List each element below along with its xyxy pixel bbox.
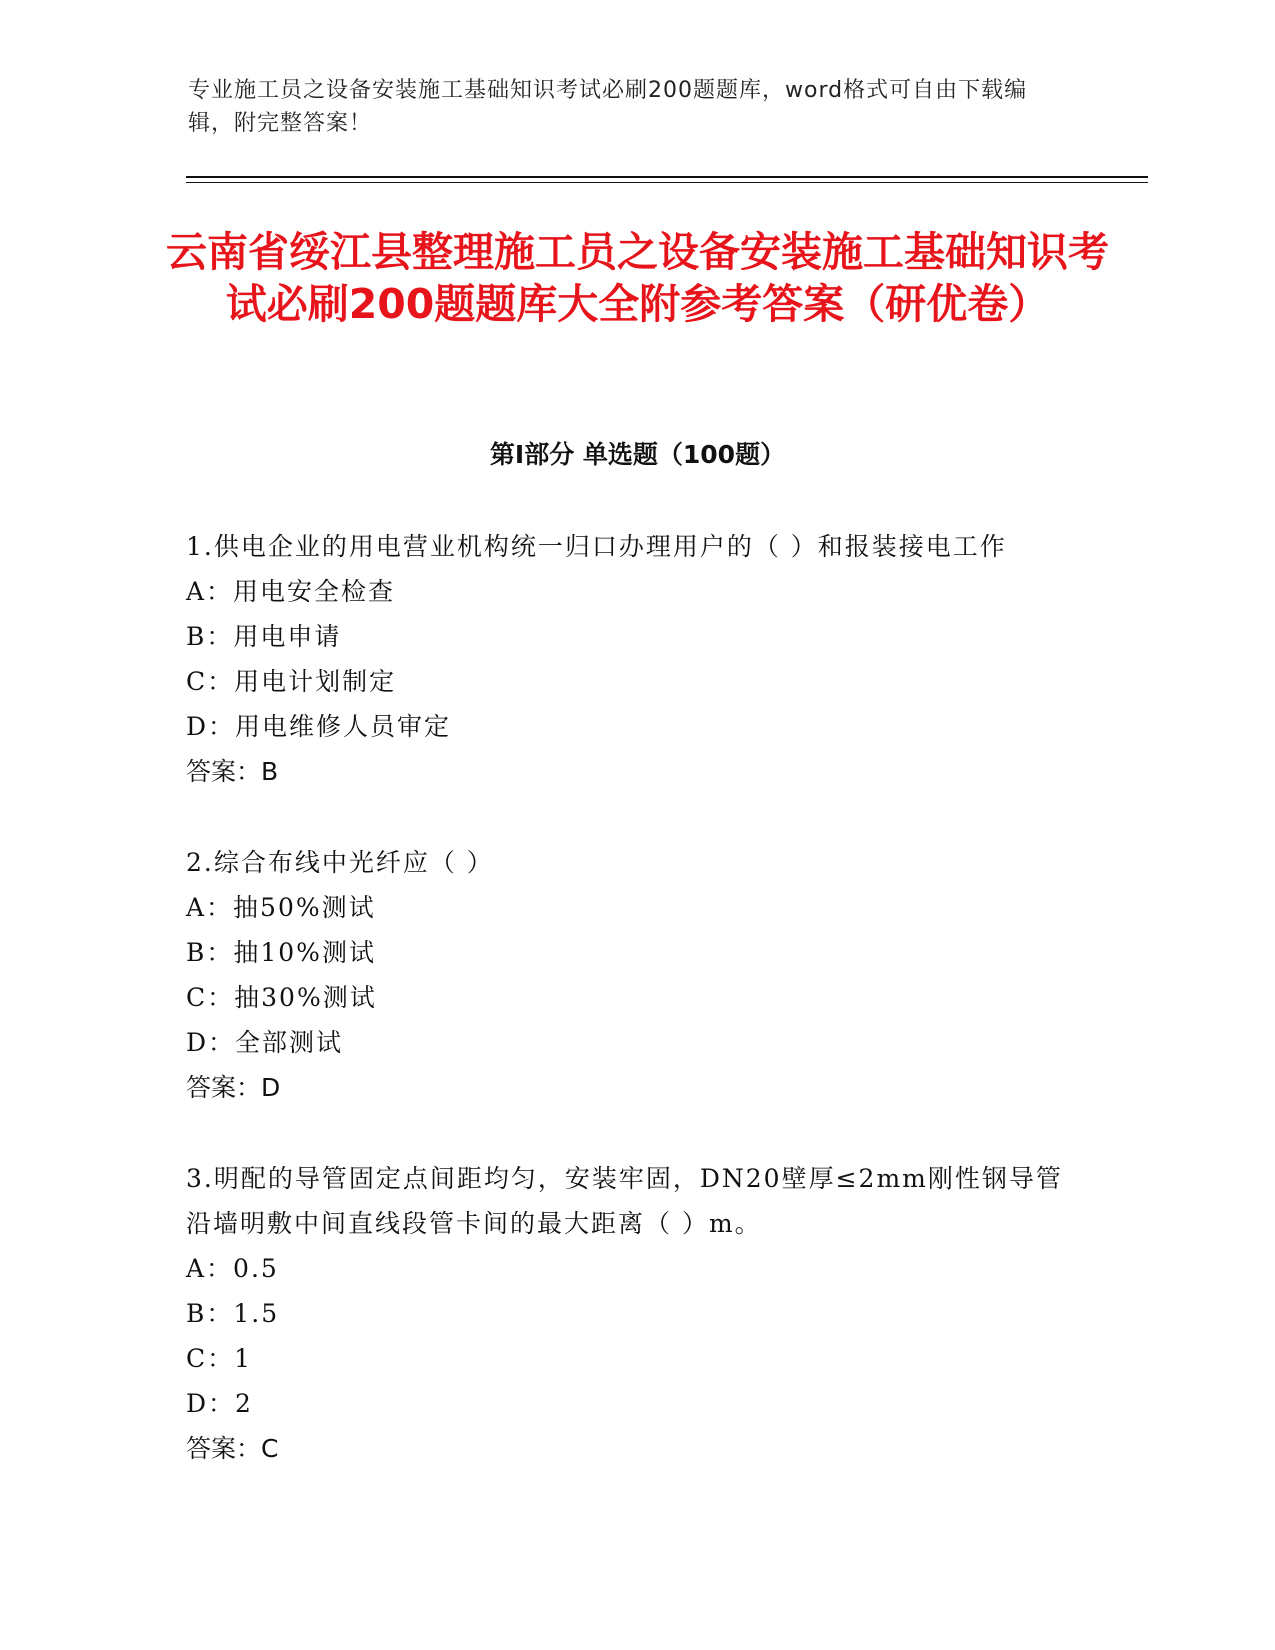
option-d: D：全部测试 (186, 1028, 344, 1057)
option-b: B：用电申请 (186, 622, 342, 651)
option-c: C：抽30%测试 (186, 983, 377, 1012)
question-1 (186, 524, 1086, 794)
option-b: B：1.5 (186, 1299, 280, 1328)
question-stem: 2.综合布线中光纤应（ ） (186, 848, 494, 877)
option-d: D：用电维修人员审定 (186, 712, 452, 741)
option-c: C：1 (186, 1344, 253, 1373)
document-title: 云南省绥江县整理施工员之设备安装施工基础知识考试必刷200题题库大全附参考答案（研优卷） (166, 228, 1109, 328)
option-a: A：抽50%测试 (186, 893, 376, 922)
answer-line: 答案：C (186, 1434, 279, 1463)
option-a: A：0.5 (186, 1254, 279, 1283)
answer-line: 答案：D (186, 1073, 281, 1102)
section-heading: 第Ⅰ部分 单选题（100题） (489, 440, 786, 469)
question-stem: 3.明配的导管固定点间距均匀，安装牢固，DN20壁厚≤2mm刚性钢导管沿墙明敷中间直线段管卡间的最大距离（ ）m。 (186, 1164, 1063, 1238)
header-rule-thick (186, 176, 1148, 178)
question-2 (186, 840, 1086, 1110)
header-rule-thin (186, 182, 1148, 183)
header-note: 专业施工员之设备安装施工基础知识考试必刷200题题库，word格式可自由下载编辑，附完整答案！ (188, 78, 1028, 136)
option-a: A：用电安全检查 (186, 577, 396, 606)
option-b: B：抽10%测试 (186, 938, 376, 967)
question-stem: 1.供电企业的用电营业机构统一归口办理用户的（ ）和报装接电工作 (186, 532, 1007, 561)
option-d: D：2 (186, 1389, 253, 1418)
question-3 (186, 1156, 1086, 1471)
option-c: C：用电计划制定 (186, 667, 397, 696)
answer-line: 答案：B (186, 757, 279, 786)
